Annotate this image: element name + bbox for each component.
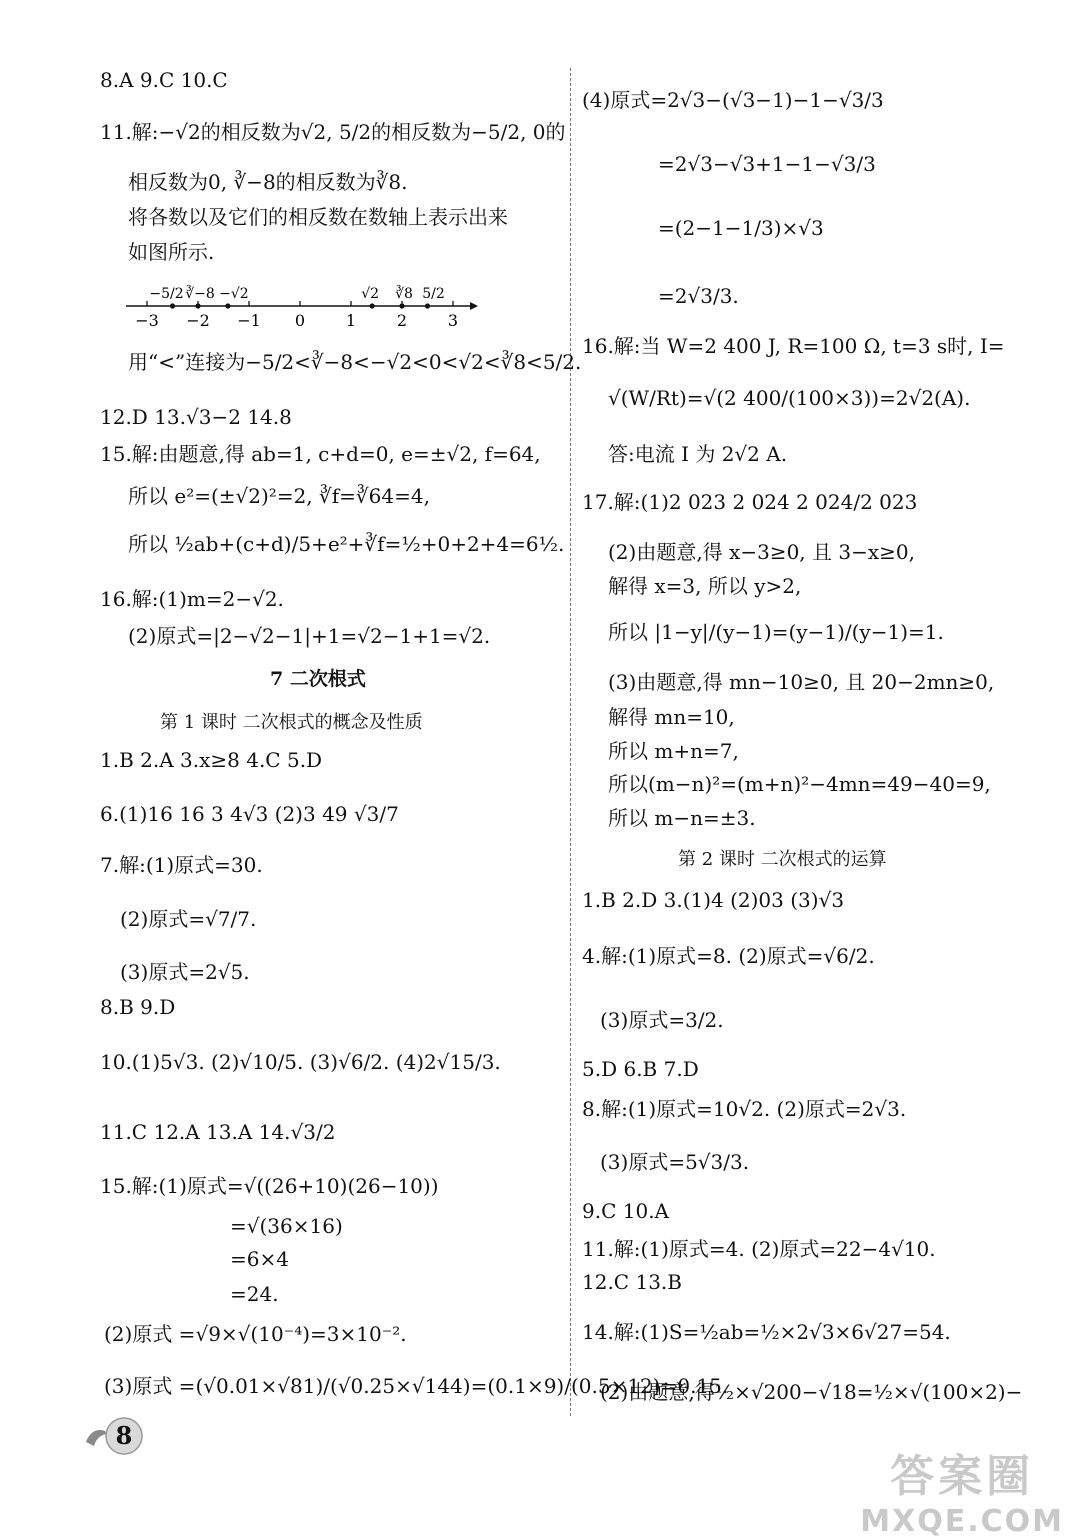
number-line-point: [399, 303, 404, 308]
answer-line: 4.解:(1)原式=8. (2)原式=√6/2.: [582, 944, 875, 968]
answer-line: 将各数以及它们的相反数在数轴上表示出来: [128, 205, 508, 229]
lesson-title: 第 2 课时 二次根式的运算: [678, 849, 887, 870]
section-title: 7 二次根式: [270, 668, 366, 690]
number-line-tick-label: 0: [294, 311, 306, 330]
answer-line: (2)由题意,得½×√200−√18=½×√(100×2)−: [600, 1380, 1023, 1404]
number-line-arrow: [470, 302, 478, 310]
watermark: [860, 1440, 1064, 1539]
answer-line: 用“<”连接为−5/2<∛−8<−√2<0<√2<∛8<5/2.: [128, 350, 582, 374]
answer-line: =2√3−√3+1−1−√3/3: [658, 152, 876, 176]
watermark-bottom: MXQE.COM: [860, 1504, 1064, 1539]
answer-line: 7.解:(1)原式=30.: [100, 853, 263, 877]
answer-line: 10.(1)5√3. (2)√10/5. (3)√6/2. (4)2√15/3.: [100, 1050, 501, 1074]
lesson-title: 第 1 课时 二次根式的概念及性质: [160, 712, 423, 733]
answer-line: 相反数为0, ∛−8的相反数为∛8.: [128, 170, 408, 194]
number-line-point-label: 5/2: [422, 286, 445, 302]
answer-line: 所以 ½ab+(c+d)/5+e²+∛f=½+0+2+4=6½.: [128, 532, 565, 556]
answer-line: 解得 mn=10,: [608, 705, 735, 729]
answer-line: 14.解:(1)S=½ab=½×2√3×6√27=54.: [582, 1320, 951, 1344]
answer-line: 8.B 9.D: [100, 995, 176, 1019]
answer-line: 17.解:(1)2 023 2 024 2 024/2 023: [582, 490, 918, 514]
answer-line: 所以 m+n=7,: [608, 739, 739, 763]
answer-line: (2)原式=|2−√2−1|+1=√2−1+1=√2.: [128, 624, 491, 648]
answer-line: =24.: [230, 1282, 279, 1306]
page-number-badge: [80, 1412, 152, 1460]
answer-line: =6×4: [230, 1247, 289, 1271]
answer-line: 1.B 2.D 3.(1)4 (2)03 (3)√3: [582, 888, 845, 912]
number-line-tick-label: 3: [447, 311, 459, 330]
answer-line: 所以 |1−y|/(y−1)=(y−1)/(y−1)=1.: [608, 620, 944, 644]
number-line-point-label: −√2: [219, 286, 249, 302]
answer-line: =(2−1−1/3)×√3: [658, 216, 824, 240]
answer-line: (2)由题意,得 x−3≥0, 且 3−x≥0,: [608, 540, 915, 564]
answer-line: 15.解:由题意,得 ab=1, c+d=0, e=±√2, f=64,: [100, 442, 541, 466]
answer-line: 11.C 12.A 13.A 14.√3/2: [100, 1120, 336, 1144]
answer-line: 8.A 9.C 10.C: [100, 68, 228, 92]
answer-line: 1.B 2.A 3.x≥8 4.C 5.D: [100, 748, 323, 772]
answer-line: 8.解:(1)原式=10√2. (2)原式=2√3.: [582, 1097, 907, 1121]
watermark-top: 答案圈: [890, 1451, 1035, 1502]
number-line-tick-label: −3: [135, 311, 159, 330]
answer-line: 15.解:(1)原式=√((26+10)(26−10)): [100, 1174, 439, 1198]
number-line-point-label: ∛8: [395, 286, 413, 302]
answer-line: 12.D 13.√3−2 14.8: [100, 405, 292, 429]
answer-line: (2)原式=√7/7.: [120, 907, 257, 931]
column-divider: [570, 68, 571, 1416]
answer-line: (3)由题意,得 mn−10≥0, 且 20−2mn≥0,: [608, 670, 995, 694]
page-number: 8: [115, 1421, 133, 1450]
answer-line: (3)原式=3/2.: [600, 1008, 724, 1032]
answer-line: 16.解:(1)m=2−√2.: [100, 587, 284, 611]
answer-line: 9.C 10.A: [582, 1199, 669, 1223]
answer-line: 11.解:−√2的相反数为√2, 5/2的相反数为−5/2, 0的: [100, 120, 566, 144]
number-line-point: [425, 303, 430, 308]
number-line-point: [370, 303, 375, 308]
number-line-tick-label: 2: [396, 311, 408, 330]
answer-line: √(W/Rt)=√(2 400/(100×3))=2√2(A).: [608, 386, 971, 410]
number-line-tick-label: −1: [237, 311, 261, 330]
answer-line: 答:电流 I 为 2√2 A.: [608, 442, 788, 466]
number-line-tick-label: 1: [345, 311, 357, 330]
answer-line: =2√3/3.: [658, 284, 739, 308]
number-line-point: [170, 303, 175, 308]
answer-line: 解得 x=3, 所以 y>2,: [608, 574, 802, 598]
answer-line: 如图所示.: [128, 240, 215, 264]
number-line-point: [225, 303, 230, 308]
answer-line: 所以(m−n)²=(m+n)²−4mn=49−40=9,: [608, 772, 991, 796]
answer-line: (3)原式=5√3/3.: [600, 1150, 750, 1174]
number-line-point: [195, 303, 200, 308]
number-line-point-label: ∛−8: [185, 286, 215, 302]
leaf-icon: [86, 1430, 108, 1446]
answer-line: (2)原式 =√9×√(10⁻⁴)=3×10⁻².: [104, 1322, 407, 1346]
number-line-point-label: −5/2: [149, 286, 184, 302]
answer-line: 11.解:(1)原式=4. (2)原式=22−4√10.: [582, 1237, 936, 1261]
answer-line: 16.解:当 W=2 400 J, R=100 Ω, t=3 s时, I=: [582, 334, 1005, 358]
answer-line: (4)原式=2√3−(√3−1)−1−√3/3: [582, 88, 884, 112]
answer-line: 所以 e²=(±√2)²=2, ∛f=∛64=4,: [128, 484, 430, 508]
answer-line: 5.D 6.B 7.D: [582, 1057, 699, 1081]
answer-line: (3)原式 =(√0.01×√81)/(√0.25×√144)=(0.1×9)/(0.5×12)=0.15.: [104, 1374, 729, 1398]
number-line-figure: [120, 268, 480, 330]
number-line-tick-label: −2: [186, 311, 210, 330]
answer-line: 所以 m−n=±3.: [608, 806, 756, 830]
answer-line: 12.C 13.B: [582, 1270, 682, 1294]
answer-line: 6.(1)16 16 3 4√3 (2)3 49 √3/7: [100, 802, 399, 826]
answer-line: (3)原式=2√5.: [120, 960, 250, 984]
answer-line: =√(36×16): [230, 1214, 343, 1238]
number-line-point-label: √2: [361, 286, 380, 302]
